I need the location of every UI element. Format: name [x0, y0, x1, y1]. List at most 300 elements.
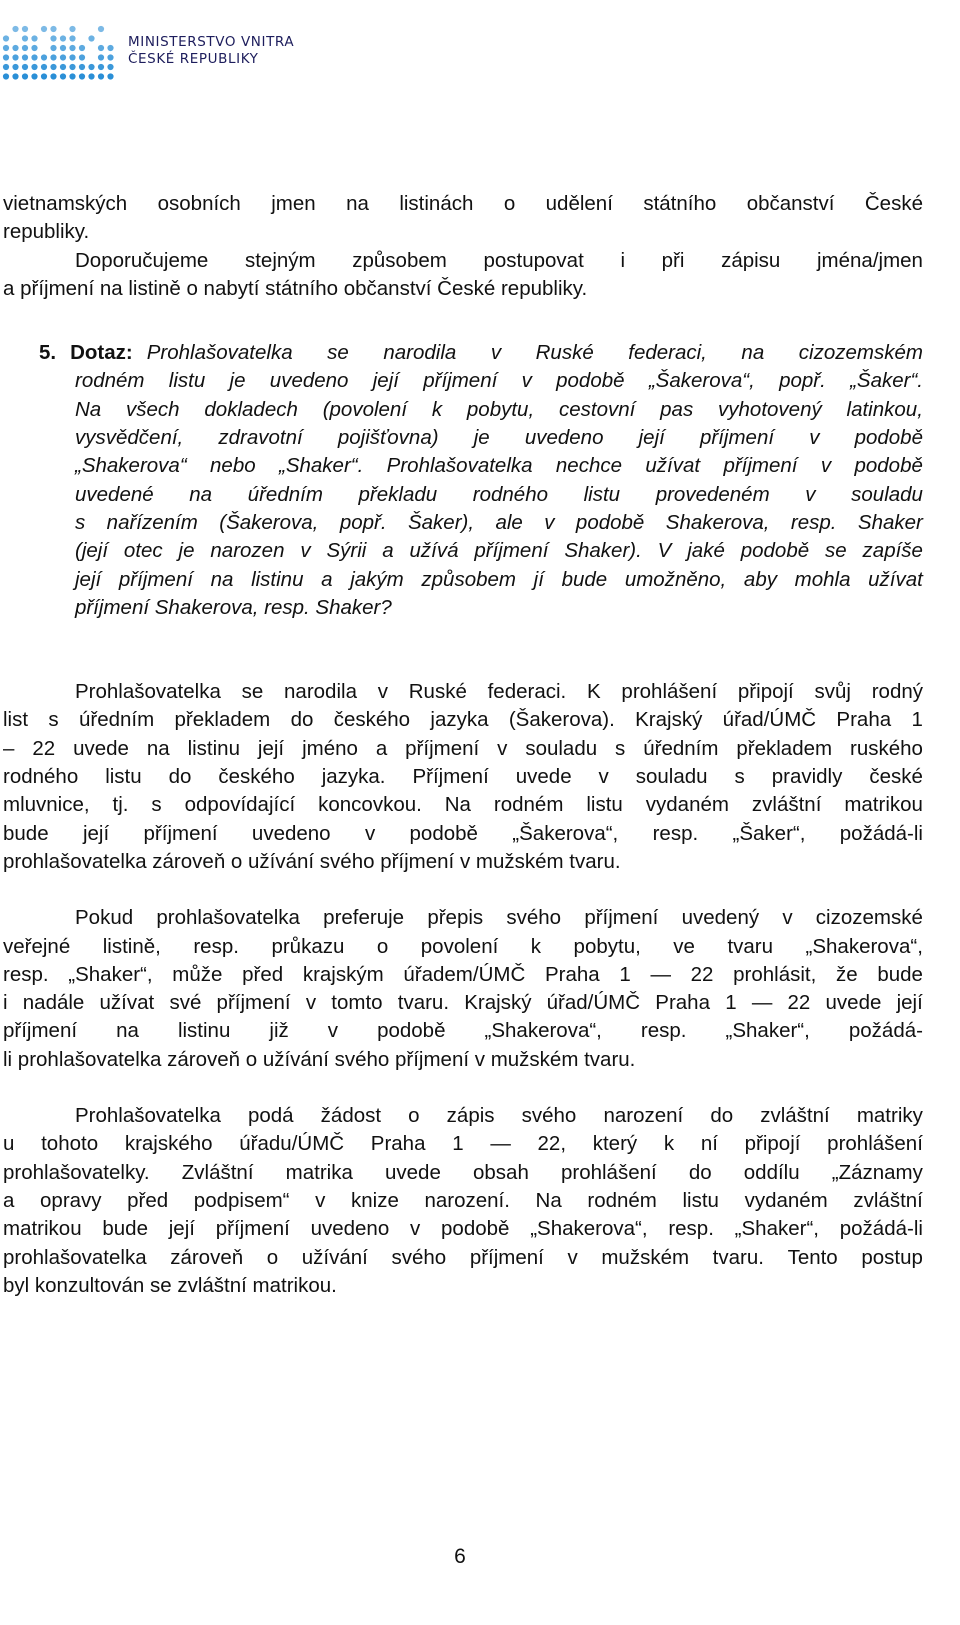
word: svůj — [814, 680, 851, 704]
word: požádá- — [848, 1019, 923, 1043]
word: užívání — [301, 1245, 368, 1269]
word: požádá-li — [839, 821, 923, 845]
logo-dot — [69, 54, 75, 60]
word: (její — [75, 539, 109, 563]
word: listinu — [251, 567, 304, 591]
word: Doporučujeme — [75, 248, 209, 272]
word: podobě — [556, 369, 625, 393]
logo-dot — [50, 26, 56, 32]
word: žádost — [320, 1104, 382, 1128]
ministry-name — [128, 34, 294, 68]
word: koncovkou. — [318, 793, 422, 817]
word: resp. — [193, 934, 239, 958]
logo-dot — [41, 54, 47, 60]
word: způsobem — [421, 567, 516, 591]
word: zápis — [446, 1104, 495, 1128]
word: listině, — [102, 934, 161, 958]
logo-dot — [69, 35, 75, 41]
word: v — [544, 510, 555, 534]
word: příjmení — [215, 1217, 290, 1241]
answer-line — [3, 1159, 923, 1187]
word: Na — [444, 793, 471, 817]
word: rodném — [493, 793, 564, 817]
word: mužském — [601, 1245, 690, 1269]
word: k — [530, 934, 542, 958]
word: v — [300, 539, 311, 563]
question-line — [3, 452, 923, 480]
word: Na — [535, 1188, 562, 1212]
word: že — [836, 962, 858, 986]
word: uvedeno — [251, 821, 331, 845]
word: souladu — [525, 736, 598, 760]
word: Zvláštní — [181, 1160, 254, 1184]
ministry-name-line2: ČESKÉ REPUBLIKY — [128, 51, 259, 67]
word: Prohlašovatelka — [75, 1104, 221, 1128]
answer-line — [3, 989, 923, 1017]
word: matrika — [285, 1160, 353, 1184]
word: Praha — [544, 962, 600, 986]
logo-dot — [60, 73, 66, 79]
word: odpovídající — [184, 793, 296, 817]
word: Prohlašovatelka — [75, 680, 221, 704]
word: tvaru. — [712, 1245, 764, 1269]
word: narození. — [424, 1188, 510, 1212]
word: „Shakerova“ — [75, 454, 187, 478]
word: její — [638, 426, 665, 450]
word: úřad/ÚMČ — [722, 708, 817, 732]
word: tvaru — [727, 934, 774, 958]
word: přepis — [427, 906, 484, 930]
word: bude — [877, 962, 923, 986]
word: a — [375, 736, 388, 760]
word: matrikou — [3, 1217, 82, 1241]
logo-dot — [22, 35, 28, 41]
word: v — [820, 454, 832, 478]
word: svého — [506, 906, 562, 930]
word: postup — [861, 1245, 923, 1269]
word: na — [741, 341, 765, 365]
word: narodila — [284, 680, 357, 704]
word: vydaném — [744, 1188, 828, 1212]
word: federaci, — [628, 341, 707, 365]
logo-dot — [60, 45, 66, 51]
word: její — [896, 991, 923, 1015]
word: příjmení — [405, 736, 480, 760]
answer-line — [3, 735, 923, 763]
word: listu — [583, 482, 621, 506]
question-line — [3, 537, 923, 565]
logo-dot — [98, 54, 104, 60]
word: v — [598, 765, 609, 789]
text-line — [3, 218, 923, 246]
logo-dot — [22, 64, 28, 70]
answer-line — [3, 1102, 923, 1130]
word: zároveň — [170, 1245, 244, 1269]
answer-line — [3, 763, 923, 791]
answer-line — [3, 848, 923, 876]
word: do — [290, 708, 314, 732]
word: oddílu — [743, 1160, 800, 1184]
word: se — [327, 341, 349, 365]
word: uvedené — [75, 482, 154, 506]
word: „Šaker“. — [850, 369, 923, 393]
word: k — [431, 397, 443, 421]
question-block — [3, 339, 923, 622]
word: její — [75, 567, 102, 591]
word: rodný — [871, 680, 923, 704]
word: do — [710, 1104, 734, 1128]
question-label: Dotaz: — [70, 341, 133, 365]
word: pobytu, — [573, 934, 641, 958]
word: ní — [700, 1132, 718, 1156]
word: — — [650, 962, 671, 986]
answer-line — [3, 1244, 923, 1272]
word: popř. — [339, 510, 387, 534]
word: Shaker — [857, 510, 923, 534]
word: prohlašovatelka — [3, 1245, 147, 1269]
word: jmen — [271, 192, 316, 215]
logo-dot — [98, 45, 104, 51]
question-line — [3, 509, 923, 537]
word: občanství — [746, 192, 835, 215]
word: zdravotní — [218, 426, 303, 450]
word: pravidly — [771, 765, 843, 789]
word: Shakerova, — [665, 510, 770, 534]
spacer — [3, 876, 923, 904]
word: svého — [391, 1245, 447, 1269]
word: státního — [643, 192, 717, 215]
logo-dot — [41, 26, 47, 32]
word: úřadem/ÚMČ — [403, 962, 526, 986]
logo-dot — [3, 64, 9, 70]
word: 22 — [32, 736, 56, 760]
word: prohlášení — [560, 1160, 657, 1184]
word: jazyka. — [321, 765, 386, 789]
text-span: republiky. — [3, 220, 90, 244]
question-line — [3, 594, 923, 622]
logo-dot — [60, 54, 66, 60]
question-number: 5. — [39, 341, 57, 365]
word: jména/jmen — [816, 248, 923, 272]
letterhead — [0, 0, 300, 92]
answer-line — [3, 820, 923, 848]
logo-dot — [60, 35, 66, 41]
word: ve — [673, 934, 695, 958]
word: „Shaker“, — [68, 962, 153, 986]
word: podobě — [740, 539, 810, 563]
page-number: 6 — [454, 1545, 466, 1568]
word: nařízením — [106, 510, 198, 534]
question-line — [3, 481, 923, 509]
answer-line — [3, 1272, 923, 1300]
word: v — [805, 482, 816, 506]
word: uvede — [515, 765, 572, 789]
word: se — [825, 539, 847, 563]
word: provedeném — [655, 482, 770, 506]
word: dokladech — [204, 397, 298, 421]
logo-dot — [79, 73, 85, 79]
word: na — [189, 482, 213, 506]
word: ale — [495, 510, 523, 534]
word: příjmení — [584, 906, 659, 930]
word: s — [615, 736, 626, 760]
word: v — [521, 369, 532, 393]
word: způsobem — [352, 248, 447, 272]
text-line — [3, 190, 923, 218]
word: u — [3, 1132, 15, 1156]
word: Prohlašovatelka — [386, 454, 533, 478]
logo-dot — [88, 35, 94, 41]
logo-dot — [107, 54, 113, 60]
question-line-text — [147, 339, 923, 367]
word: do — [688, 1160, 712, 1184]
word: souladu — [851, 482, 923, 506]
word: uvede — [73, 736, 129, 760]
word: může — [172, 962, 223, 986]
word: „Shaker“, — [725, 1019, 810, 1043]
word: příjmení — [118, 567, 193, 591]
word: Sýrii — [326, 539, 367, 563]
word: úředním — [643, 736, 719, 760]
ministry-name-line1: MINISTERSTVO VNITRA — [128, 34, 295, 50]
logo-dot — [3, 45, 9, 51]
question-line — [3, 396, 923, 424]
text-span: prohlašovatelka zároveň o užívání svého příjmení v mužském tvaru. — [3, 849, 621, 873]
text-span: příjmení Shakerova, resp. Shaker? — [75, 595, 392, 619]
logo-dot — [69, 64, 75, 70]
word: o — [376, 934, 389, 958]
word: zvláštní — [760, 1104, 830, 1128]
word: „Shakerova“, — [484, 1019, 602, 1043]
word: vyhotovený — [718, 397, 822, 421]
word: je — [178, 539, 195, 563]
word: příjmení — [216, 991, 291, 1015]
logo-dot — [50, 64, 56, 70]
word: rodného — [3, 765, 79, 789]
word: rodného — [472, 482, 549, 506]
logo-dot — [3, 54, 9, 60]
word: uvedeno — [524, 426, 604, 450]
logo-dot — [50, 35, 56, 41]
word: uvedený — [681, 906, 760, 930]
logo-dot — [12, 73, 18, 79]
word: příjmení — [3, 1019, 78, 1043]
word: povolení — [420, 934, 499, 958]
answer-line — [3, 961, 923, 989]
logo-dot — [50, 45, 56, 51]
logo-dot — [88, 73, 94, 79]
logo-dot — [79, 54, 85, 60]
word: podobě — [575, 510, 645, 534]
word: matrikou — [844, 793, 923, 817]
word: k — [663, 1132, 675, 1156]
text-span: a příjmení na listině o nabytí státního občanství České republiky. — [3, 276, 588, 300]
logo-dot — [79, 64, 85, 70]
word: připojí — [737, 680, 794, 704]
spacer — [3, 658, 923, 678]
word: o — [266, 1245, 279, 1269]
word: s — [48, 708, 59, 732]
word: Tento — [787, 1245, 838, 1269]
word: již — [269, 1019, 289, 1043]
word: Praha — [836, 708, 892, 732]
word: v — [497, 736, 508, 760]
word: vysvědčení, — [75, 426, 184, 450]
word: v — [377, 680, 388, 704]
word: české — [869, 765, 923, 789]
word: cestovní — [558, 397, 636, 421]
word: úřad/ÚMČ — [546, 991, 641, 1015]
logo-dot — [22, 45, 28, 51]
word: požádá-li — [839, 1217, 923, 1241]
word: se — [241, 680, 264, 704]
word: resp. — [3, 962, 49, 986]
word: Prohlašovatelka — [146, 341, 293, 365]
question-first-line — [3, 339, 923, 367]
word: její — [82, 821, 110, 845]
word: který — [592, 1132, 638, 1156]
word: 22 — [787, 991, 811, 1015]
word: je — [229, 369, 246, 393]
word: podobě — [854, 454, 923, 478]
word: podá — [247, 1104, 294, 1128]
text-span: byl konzultován se zvláštní matrikou. — [3, 1273, 337, 1297]
logo-dot — [79, 45, 85, 51]
logo-dot — [98, 64, 104, 70]
word: listu — [586, 793, 623, 817]
question-line — [3, 424, 923, 452]
word: 1 — [619, 962, 631, 986]
answer-line — [3, 1187, 923, 1215]
question-line — [3, 566, 923, 594]
logo-dot — [41, 73, 47, 79]
answer-line — [3, 904, 923, 932]
question-heading — [39, 339, 133, 367]
word: překladu — [358, 482, 438, 506]
word: cizozemském — [798, 341, 923, 365]
answer-line — [3, 706, 923, 734]
word: úředním — [78, 708, 155, 732]
word: Praha — [370, 1132, 426, 1156]
word: překladem — [174, 708, 271, 732]
word: resp. — [652, 821, 699, 845]
word: rodném — [75, 369, 145, 393]
word: (povolení — [322, 397, 408, 421]
logo-dot — [31, 54, 37, 60]
spacer — [3, 1074, 923, 1102]
word: uvedeno — [269, 369, 349, 393]
word: v — [490, 341, 502, 365]
word: podobě — [854, 426, 923, 450]
word: listinu — [187, 736, 240, 760]
word: narodila — [383, 341, 457, 365]
word: knize — [350, 1188, 399, 1212]
logo-dot — [12, 26, 18, 32]
word: před — [242, 962, 284, 986]
word: příjmení — [723, 454, 798, 478]
word: listu — [682, 1188, 719, 1212]
word: „Shakerova“, — [805, 934, 923, 958]
word: otec — [123, 539, 163, 563]
word: veřejné — [3, 934, 71, 958]
word: zapíše — [862, 539, 923, 563]
answer-line — [3, 1130, 923, 1158]
logo-dot — [12, 45, 18, 51]
word: listinách — [399, 192, 474, 215]
word: tomto — [331, 991, 383, 1015]
word: Krajský — [464, 991, 532, 1015]
word: pas — [660, 397, 694, 421]
word: 22, — [537, 1132, 567, 1156]
word: 1 — [911, 708, 923, 732]
word: resp. — [790, 510, 837, 534]
word: překladem — [736, 736, 833, 760]
word: na — [116, 1019, 139, 1043]
answer-line — [3, 933, 923, 961]
word: mohla — [794, 567, 851, 591]
logo-dot — [98, 26, 104, 32]
word: listinu — [177, 1019, 231, 1043]
text-span: li prohlašovatelka zároveň o užívání svého příjmení v mužském tvaru. — [3, 1047, 636, 1071]
word: příjmení — [423, 369, 498, 393]
word: resp. — [640, 1019, 687, 1043]
logo-dot — [22, 73, 28, 79]
word: úřadu/ÚMČ — [239, 1132, 345, 1156]
spacer — [3, 303, 923, 339]
word: Shaker). — [564, 539, 642, 563]
word: osobních — [157, 192, 241, 215]
word: prohlášení — [827, 1132, 923, 1156]
word: narozen — [210, 539, 285, 563]
word: nebo — [210, 454, 256, 478]
word: užívá — [409, 539, 459, 563]
word: tvaru. — [397, 991, 450, 1015]
word: s — [151, 793, 162, 817]
word: prohlášení — [621, 680, 718, 704]
word: průkazu — [271, 934, 345, 958]
word: připojí — [744, 1132, 801, 1156]
word: „Šakerova“, — [648, 369, 755, 393]
word: listu — [105, 765, 142, 789]
logo-dot — [3, 35, 9, 41]
word: na — [346, 192, 369, 215]
word: bude — [561, 567, 608, 591]
word: České — [864, 192, 923, 215]
word: matriky — [856, 1104, 923, 1128]
answer-line — [3, 1017, 923, 1045]
word: Šaker), — [407, 510, 475, 534]
word: Příjmení — [412, 765, 489, 789]
text-line — [3, 275, 923, 303]
word: v — [809, 426, 820, 450]
word: narození — [603, 1104, 684, 1128]
word: a — [321, 567, 333, 591]
word: jí — [533, 567, 544, 591]
word: a — [382, 539, 394, 563]
logo-dot — [69, 45, 75, 51]
word: „Shaker“. — [279, 454, 364, 478]
logo-dot — [88, 64, 94, 70]
word: opravy — [40, 1188, 102, 1212]
word: krajského — [124, 1132, 213, 1156]
word: její — [257, 736, 285, 760]
word: své — [169, 991, 202, 1015]
word: pobytu, — [466, 397, 535, 421]
word: udělení — [545, 192, 613, 215]
logo-dot — [50, 73, 56, 79]
word: (Šakerova). — [508, 708, 615, 732]
word: na — [146, 736, 170, 760]
